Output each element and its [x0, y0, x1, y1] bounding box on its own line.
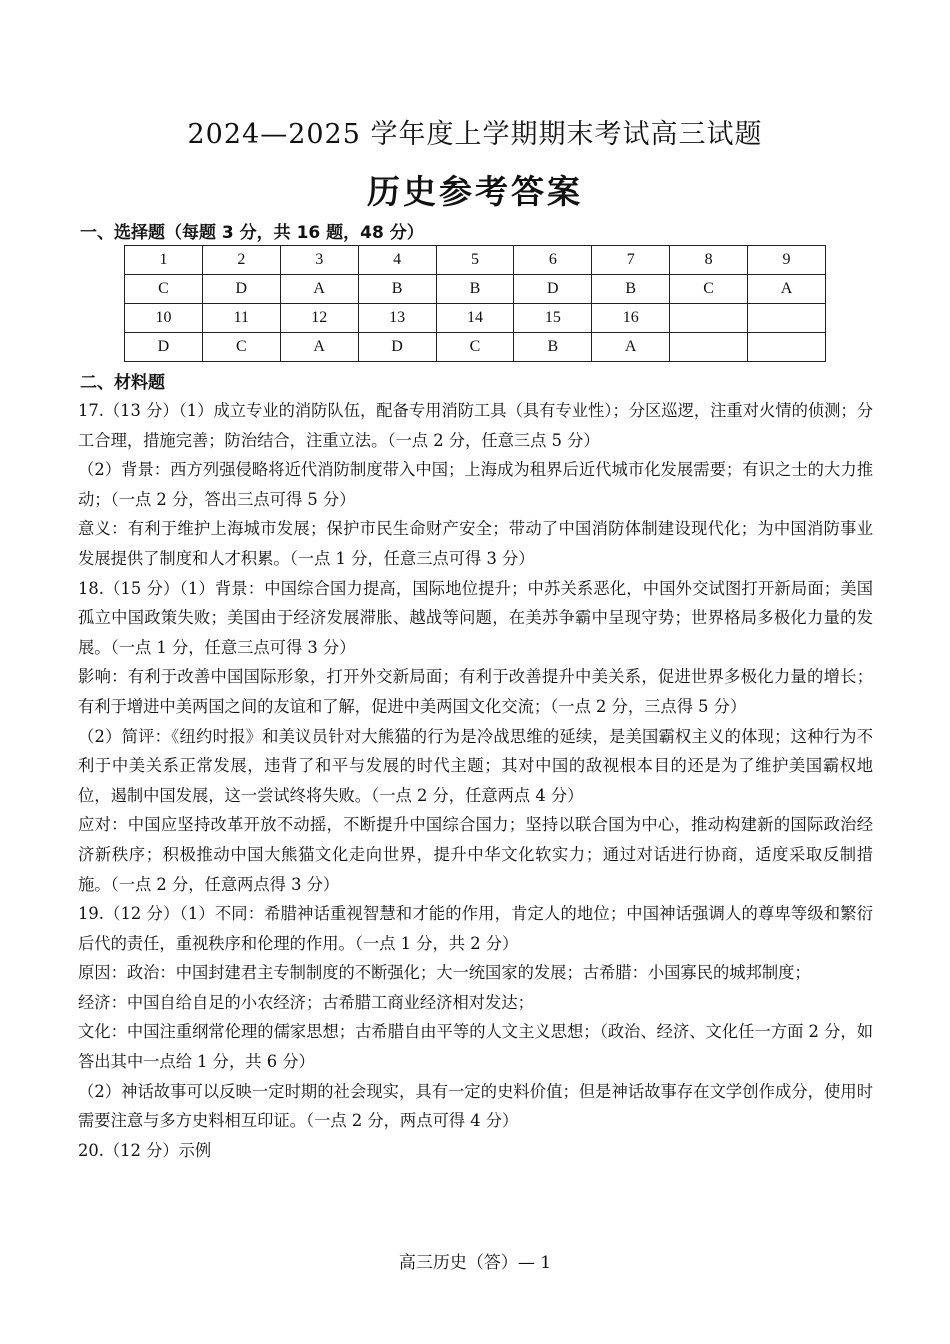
answer-body [78, 396, 873, 1165]
table-cell: 9 [748, 246, 826, 275]
table-row [125, 333, 826, 362]
table-cell: A [280, 275, 358, 304]
table-cell [748, 333, 826, 362]
table-cell: 1 [125, 246, 203, 275]
table-cell [748, 304, 826, 333]
table-cell: B [436, 275, 514, 304]
table-cell: 6 [514, 246, 592, 275]
table-cell: A [592, 333, 670, 362]
table-cell: B [592, 275, 670, 304]
table-cell [670, 304, 748, 333]
table-cell: 2 [202, 246, 280, 275]
table-row [125, 275, 826, 304]
table-cell: A [280, 333, 358, 362]
table-cell: 7 [592, 246, 670, 275]
table-cell: 11 [202, 304, 280, 333]
table-cell: 15 [514, 304, 592, 333]
answer-paragraph: 20.（12 分）示例 [78, 1140, 212, 1160]
table-cell: C [436, 333, 514, 362]
answer-paragraph: 18.（15 分）（1）背景：中国综合国力提高，国际地位提升；中苏关系恶化，中国外交试图打开新局面；美国孤立中国政策失败；美国由于经济发展滞胀、越战等问题，在美苏争霸中呈现守势；世界格局多极化力量的发展。（一点 1 分，任意三点可得 3 分） [78, 578, 873, 657]
table-cell: 5 [436, 246, 514, 275]
answer-paragraph: 应对：中国应坚持改革开放不动摇，不断提升中国综合国力；坚持以联合国为中心，推动构建新的国际政治经济新秩序；积极推动中国大熊猫文化走向世界，提升中华文化软实力；通过对话进行协商，适度采取反制措施。（一点 2 分，任意两点得 3 分） [78, 815, 873, 894]
answer-paragraph: 影响：有利于改善中国国际形象，打开外交新局面；有利于改善提升中美关系，促进世界多极化力量的增长；有利于增进中美两国之间的友谊和了解，促进中美两国文化交流；（一点 2 分，三点得 5 分） [78, 667, 873, 716]
answer-table [124, 245, 826, 362]
answer-paragraph: 经济：中国自给自足的小农经济；古希腊工商业经济相对发达； [78, 992, 534, 1012]
table-cell: 12 [280, 304, 358, 333]
table-cell [670, 333, 748, 362]
subject-title: 历史参考答案 [367, 172, 583, 211]
table-cell: 14 [436, 304, 514, 333]
answer-paragraph: 原因：政治：中国封建君主专制制度的不断强化；大一统国家的发展；古希腊：小国寡民的城邦制度； [78, 963, 811, 983]
answer-paragraph: （2）神话故事可以反映一定时期的社会现实，具有一定的史料价值；但是神话故事存在文学创作成分，使用时需要注意与多方史料相互印证。（一点 2 分，两点可得 4 分） [78, 1081, 873, 1131]
section-heading-choice: 一、选择题（每题 3 分，共 16 题，48 分） [80, 223, 424, 243]
table-cell: C [670, 275, 748, 304]
table-cell: D [358, 333, 436, 362]
table-cell: 13 [358, 304, 436, 333]
table-cell: B [358, 275, 436, 304]
table-cell: 3 [280, 246, 358, 275]
exam-title: 2024—2025 学年度上学期期末考试高三试题 [187, 119, 763, 150]
table-cell: C [125, 275, 203, 304]
table-cell: 10 [125, 304, 203, 333]
table-cell: 16 [592, 304, 670, 333]
table-cell: D [125, 333, 203, 362]
table-cell: C [202, 333, 280, 362]
answer-paragraph: 17.（13 分）（1）成立专业的消防队伍，配备专用消防工具（具有专业性）；分区巡逻，注重对火情的侦测；分工合理，措施完善；防治结合，注重立法。（一点 2 分，任意三点 5 分） [78, 401, 874, 450]
table-cell: 8 [670, 246, 748, 275]
answer-paragraph: （2）简评：《纽约时报》和美议员针对大熊猫的行为是冷战思维的延续，是美国霸权主义的体现；这种行为不利于中美关系正常发展，违背了和平与发展的时代主题；其对中国的敌视根本目的还是为了维护美国霸权地位，遏制中国发展，这一尝试终将失败。（一点 2 分，任意两点 4 分） [78, 726, 873, 805]
section-heading-material: 二、材料题 [80, 373, 165, 393]
answer-paragraph: 意义：有利于维护上海城市发展；保护市民生命财产安全；带动了中国消防体制建设现代化；为中国消防事业发展提供了制度和人才积累。（一点 1 分，任意三点可得 3 分） [78, 519, 873, 568]
table-row [125, 246, 826, 275]
answer-paragraph: 19.（12 分）（1）不同：希腊神话重视智慧和才能的作用，肯定人的地位；中国神话强调人的尊卑等级和繁衍后代的责任，重视秩序和伦理的作用。（一点 1 分，共 2 分） [78, 904, 873, 953]
table-cell: B [514, 333, 592, 362]
table-row [125, 304, 826, 333]
table-cell: D [514, 275, 592, 304]
table-cell: A [748, 275, 826, 304]
answer-paragraph: 文化：中国注重纲常伦理的儒家思想；古希腊自由平等的人文主义思想；（政治、经济、文化任一方面 2 分，如答出其中一点给 1 分，共 6 分） [78, 1022, 873, 1072]
answer-paragraph: （2）背景：西方列强侵略将近代消防制度带入中国；上海成为租界后近代城市化发展需要；有识之士的大力推动；（一点 2 分，答出三点可得 5 分） [78, 460, 873, 509]
page-footer: 高三历史（答）— 1 [398, 1253, 552, 1273]
table-cell: 4 [358, 246, 436, 275]
table-cell: D [202, 275, 280, 304]
